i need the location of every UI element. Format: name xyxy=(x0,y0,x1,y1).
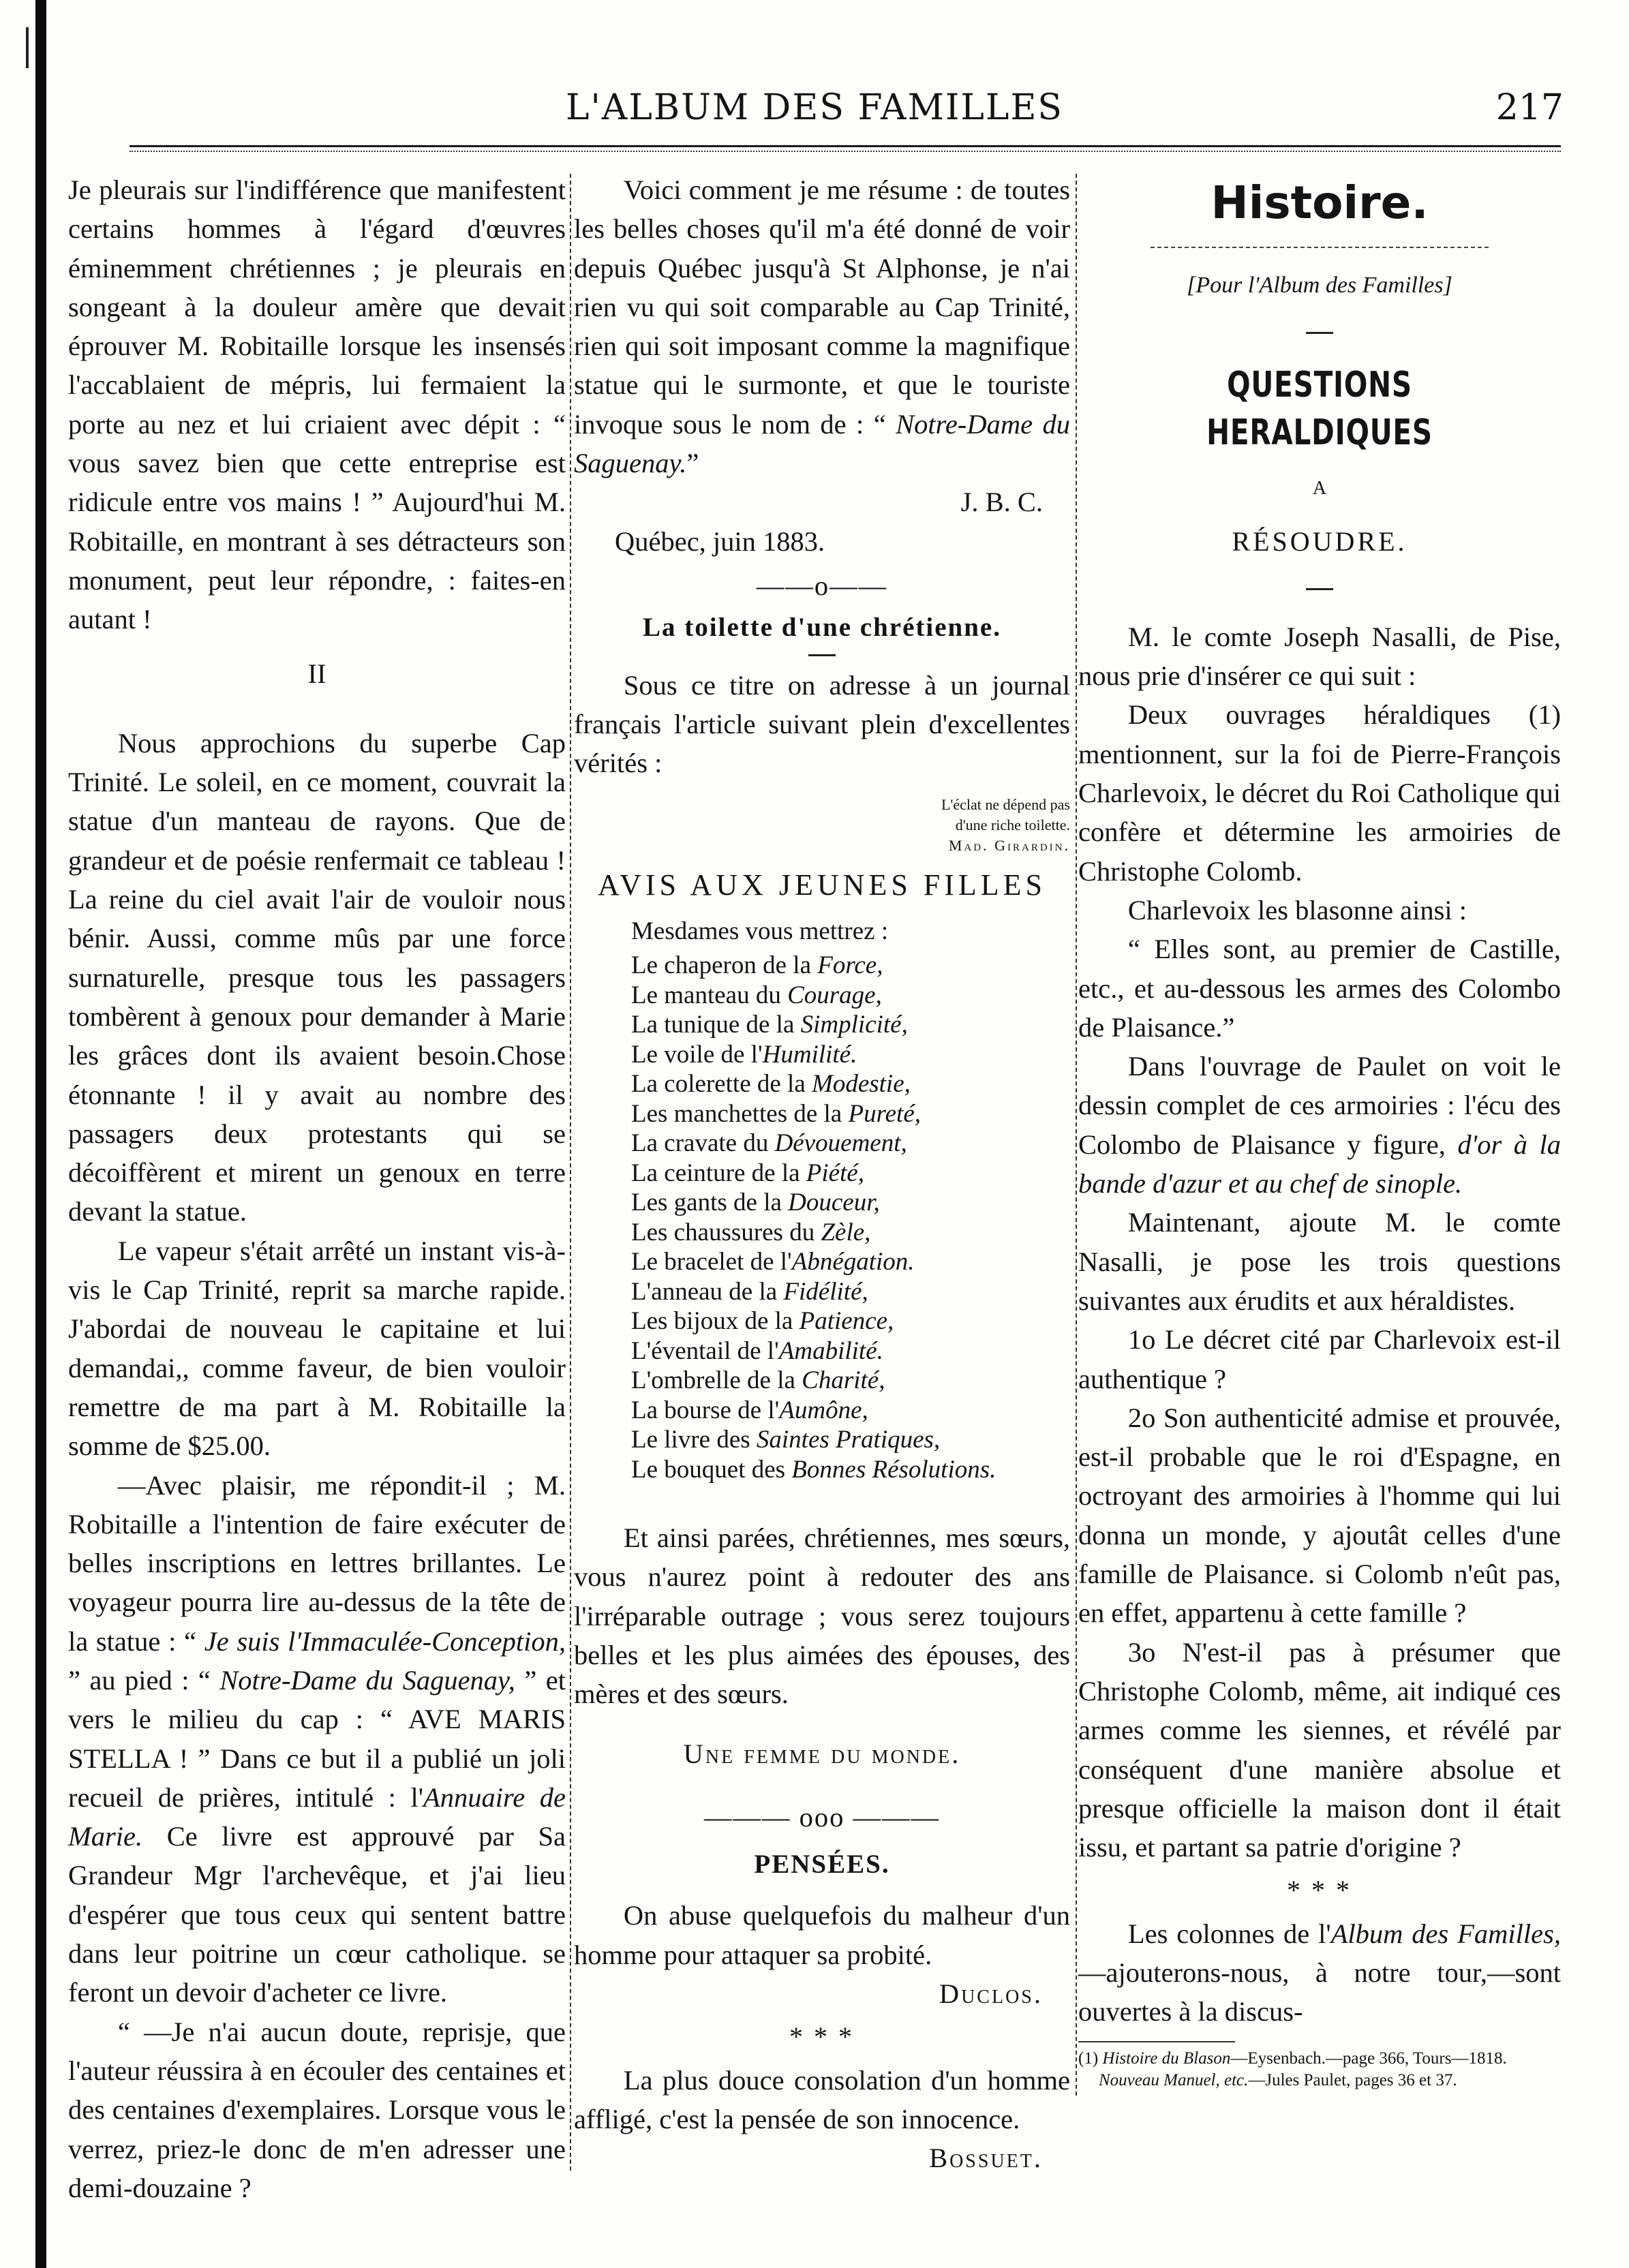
article-title: QUESTIONS HERALDIQUES xyxy=(1206,365,1433,454)
poem-line: La bourse de l'Aumône, xyxy=(631,1396,868,1424)
rule xyxy=(1306,588,1333,590)
paragraph: Les colonnes de l'Album des Familles,—ajouterons-nous, à notre tour,—sont ouvertes à la discus- xyxy=(1078,1918,1561,2027)
poem-line: Les chaussures du Zèle, xyxy=(631,1218,871,1246)
title-connector: A xyxy=(1312,478,1327,500)
signature-initials: J. B. C. xyxy=(960,487,1043,518)
section-title: Histoire. xyxy=(1211,177,1429,229)
poem-line: Le bouquet des Bonnes Résolutions. xyxy=(631,1455,996,1484)
place-date: Québec, juin 1883. xyxy=(615,525,825,557)
binding-mark xyxy=(26,27,29,68)
article-subtitle: RÉSOUDRE. xyxy=(1232,525,1407,557)
poem-line: L'ombrelle de la Charité, xyxy=(631,1366,885,1395)
asterism: * * * xyxy=(1286,1875,1352,1906)
footnote: (1) Histoire du Blason—Eysenbach.—page 366, Tours—1818. xyxy=(1078,2049,1507,2068)
poem-line: Le bracelet de l'Abnégation. xyxy=(631,1248,915,1276)
header-rule xyxy=(130,145,1561,152)
paragraph: “ Elles sont, au premier de Castille, etc., et au-dessous les armes des Colombo de Plaisance.” xyxy=(1078,934,1561,1043)
poem-line: L'éventail de l'Amabilité. xyxy=(631,1336,883,1365)
rule xyxy=(1306,332,1333,334)
poem-line: L'anneau de la Fidélité, xyxy=(631,1277,868,1306)
column-left xyxy=(68,170,566,2207)
paragraph: On abuse quelquefois du malheur d'un homme pour attaquer sa probité. xyxy=(574,1900,1070,1970)
paragraph: 1o Le décret cité par Charlevoix est-il authentique ? xyxy=(1078,1324,1561,1394)
paragraph: Le vapeur s'était arrêté un instant vis-à-vis le Cap Trinité, reprit sa marche rapide. J'abordai de nouveau le capitaine et lui demandai,, comme faveur, de bien vouloir remettre de ma part à M. Robitaille la somme de $25.00. xyxy=(68,1235,566,1462)
column-right xyxy=(1078,170,1561,2091)
byline: [Pour l'Album des Familles] xyxy=(1187,273,1452,298)
poem-title: AVIS AUX JEUNES FILLES xyxy=(597,868,1047,902)
title-rule xyxy=(808,654,836,656)
poem-line: Le manteau du Courage, xyxy=(631,981,882,1009)
column-middle xyxy=(574,170,1070,2178)
paragraph: 2o Son authenticité admise et prouvée, est-il probable que le roi d'Espagne, en octroyant des armoiries à l'homme qui lui donna un monde, y ajoutât celles d'une famille de Plaisance. si Colomb n'eût pas, en effet, appartenu à cette famille ? xyxy=(1078,1402,1561,1629)
page-binding-edge xyxy=(35,0,46,2268)
asterism: * * * xyxy=(789,2021,855,2053)
poem-line: Le chaperon de la Force, xyxy=(631,951,883,980)
paragraph: Sous ce titre on adresse à un journal français l'article suivant plein d'excellentes vérités : xyxy=(574,669,1070,779)
paragraph: Charlevoix les blasonne ainsi : xyxy=(1127,894,1467,925)
paragraph: Et ainsi parées, chrétiennes, mes sœurs, vous n'aurez point à redouter des ans l'irréparable outrage ; vous serez toujours belles et les plus aimées des épouses, des mères et des sœurs. xyxy=(574,1522,1070,1710)
footnote: Nouveau Manuel, etc.—Jules Paulet, pages 36 et 37. xyxy=(1099,2070,1457,2089)
poem-line: La colerette de la Modestie, xyxy=(631,1070,911,1099)
poem-line: La ceinture de la Piété, xyxy=(631,1159,865,1187)
author-signature: Une femme du monde. xyxy=(683,1738,961,1769)
poem-intro: Mesdames vous mettrez : xyxy=(631,917,889,945)
article-title: La toilette d'une chrétienne. xyxy=(643,613,1001,643)
paragraph: Dans l'ouvrage de Paulet on voit le dessin complet de ces armoiries : l'écu des Colombo de Plaisance y figure, d'or à la bande d'azur et au chef de sinople. xyxy=(1078,1051,1561,1199)
footnote-rule xyxy=(1078,2041,1235,2042)
title-rule xyxy=(1151,247,1489,248)
quote-author: Bossuet. xyxy=(929,2143,1043,2174)
poem-line: La tunique de la Simplicité, xyxy=(631,1011,908,1039)
epigraph: L'éclat ne dépend pas d'une riche toilette. Mad. Girardin. xyxy=(941,796,1070,855)
pensees-title: PENSÉES. xyxy=(754,1850,890,1880)
quote-author: Duclos. xyxy=(939,1978,1043,2010)
paragraph: 3o N'est-il pas à présumer que Christophe Colomb, même, ait indiqué ces armes comme les siennes, et révélé par conséquent d'une manière absolue et presque officielle la maison dont il était issu, et partant sa patrie d'origine ? xyxy=(1078,1636,1561,1863)
poem-line: Le voile de l'Humilité. xyxy=(631,1040,857,1069)
poem-line: Les gants de la Douceur, xyxy=(631,1189,880,1217)
paragraph: Je pleurais sur l'indifférence que manifestent certains hommes à l'égard d'œuvres éminemment chrétiennes ; je pleurais en songeant à la douleur amère que devait éprouver M. Robitaille lorsque les insensés l'accablaient de mépris, lui fermaient la porte au nez et lui criaient avec dépit : “ vous savez bien que cette entreprise est ridicule entre vos mains ! ” Aujourd'hui M. Robitaille, en montrant à ses détracteurs son monument, peut leur répondre, : faites-en autant ! xyxy=(68,174,566,635)
page-number: 217 xyxy=(1495,87,1564,128)
section-number: II xyxy=(307,658,326,689)
paragraph: Maintenant, ajoute M. le comte Nasalli, je pose les trois questions suivantes aux érudits et aux héraldistes. xyxy=(1078,1207,1561,1316)
column-divider-1 xyxy=(570,174,571,2171)
poem-line: Le livre des Saintes Pratiques, xyxy=(631,1426,941,1454)
separator: ——o—— xyxy=(756,570,888,601)
paragraph: M. le comte Joseph Nasalli, de Pise, nous prie d'insérer ce qui suit : xyxy=(1078,621,1561,692)
paragraph: “ —Je n'ai aucun doute, reprisje, que l'auteur réussira à en écouler des centaines et des centaines d'exemplaires. Lorsque vous le verrez, priez-le donc de m'en adresser une demi-douzaine ? xyxy=(68,2016,566,2203)
running-header-title: L'ALBUM DES FAMILLES xyxy=(565,87,1064,128)
paragraph: Nous approchions du superbe Cap Trinité. Le soleil, en ce moment, couvrait la statue d'un manteau de rayons. Que de grandeur et de poésie renfermait ce tableau ! La reine du ciel avait l'air de vouloir nous bénir. Aussi, comme mûs par une force surnaturelle, presque tous les passagers tombèrent à genoux pour demander à Marie les grâces dont ils avaient besoin.Chose étonnante ! il y avait au nombre des passagers deux protestants qui se décoiffèrent et mirent un genoux en terre devant la statue. xyxy=(68,727,566,1227)
column-divider-2 xyxy=(1076,174,1077,2096)
poem-line: Les bijoux de la Patience, xyxy=(631,1307,894,1336)
separator: ——— ooo ——— xyxy=(704,1801,940,1833)
poem-line: La cravate du Dévouement, xyxy=(631,1129,907,1158)
poem-line: Les manchettes de la Pureté, xyxy=(631,1099,921,1128)
paragraph: La plus douce consolation d'un homme affligé, c'est la pensée de son innocence. xyxy=(574,2064,1070,2134)
paragraph: Voici comment je me résume : de toutes les belles choses qu'il m'a été donné de voir depuis Québec jusqu'à St Alphonse, je n'ai rien vu qui soit comparable au Cap Trinité, rien qui soit imposant comme la magnifique statue qui le surmonte, et que le touriste invoque sous le nom de : “ Notre-Dame du Saguenay.” xyxy=(574,174,1071,479)
poem xyxy=(574,951,1070,1484)
paragraph: —Avec plaisir, me répondit-il ; M. Robitaille a l'intention de faire exécuter de belles inscriptions en lettres brillantes. Le voyageur pourra lire au-dessus de la tête de la statue : “ Je suis l'Immaculée-Conception, ” au pied : “ Notre-Dame du Saguenay, ” et vers le milieu du cap : “ AVE MARIS STELLA ! ” Dans ce but il a publié un joli recueil de prières, intitulé : l'Annuaire de Marie. Ce livre est approuvé par Sa Grandeur Mgr l'archevêque, et j'ai lieu d'espérer que tous ceux qui sentent battre dans leur poitrine un cœur catholique. se feront un devoir d'acheter ce livre. xyxy=(68,1469,566,2008)
paragraph: Deux ouvrages héraldiques (1) mentionnent, sur la foi de Pierre-François Charlevoix, le décret du Roi Catholique qui confère et détermine les armoiries de Christophe Colomb. xyxy=(1078,699,1561,887)
